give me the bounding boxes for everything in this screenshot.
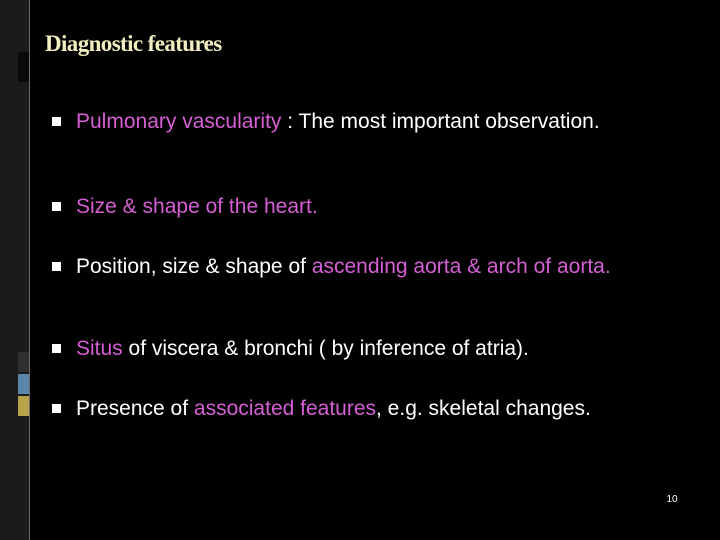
bullet-item	[50, 195, 690, 218]
bullet-text-prefix: Presence of	[76, 397, 194, 420]
bullet-highlight: associated features	[193, 397, 377, 420]
vertical-divider	[29, 0, 30, 540]
accent-block-gold	[18, 396, 29, 416]
page-number: 10	[666, 494, 678, 505]
bullet-item	[50, 337, 690, 360]
bullet-text: : The most important observation.	[281, 110, 600, 133]
bullet-highlight: Situs	[76, 337, 123, 360]
accent-block-blue	[18, 374, 29, 394]
bullet-item	[50, 397, 690, 420]
square-bullet-icon	[52, 344, 61, 353]
square-bullet-icon	[52, 262, 61, 271]
bullet-highlight: Size & shape of the heart.	[76, 195, 318, 218]
bullet-item	[50, 255, 690, 278]
bullet-highlight: Pulmonary vascularity	[76, 110, 282, 133]
bullet-item	[50, 110, 690, 133]
square-bullet-icon	[52, 404, 61, 413]
bullet-text: , e.g. skeletal changes.	[376, 397, 591, 420]
accent-block-gray	[18, 352, 29, 372]
slide-title: Diagnostic features	[45, 31, 222, 56]
accent-block-top	[18, 52, 29, 82]
square-bullet-icon	[52, 117, 61, 126]
square-bullet-icon	[52, 202, 61, 211]
bullet-text-prefix: Position, size & shape of	[76, 255, 312, 278]
bullet-text: of viscera & bronchi ( by inference of atria).	[122, 337, 529, 360]
bullet-highlight: ascending aorta & arch of aorta.	[311, 255, 611, 278]
